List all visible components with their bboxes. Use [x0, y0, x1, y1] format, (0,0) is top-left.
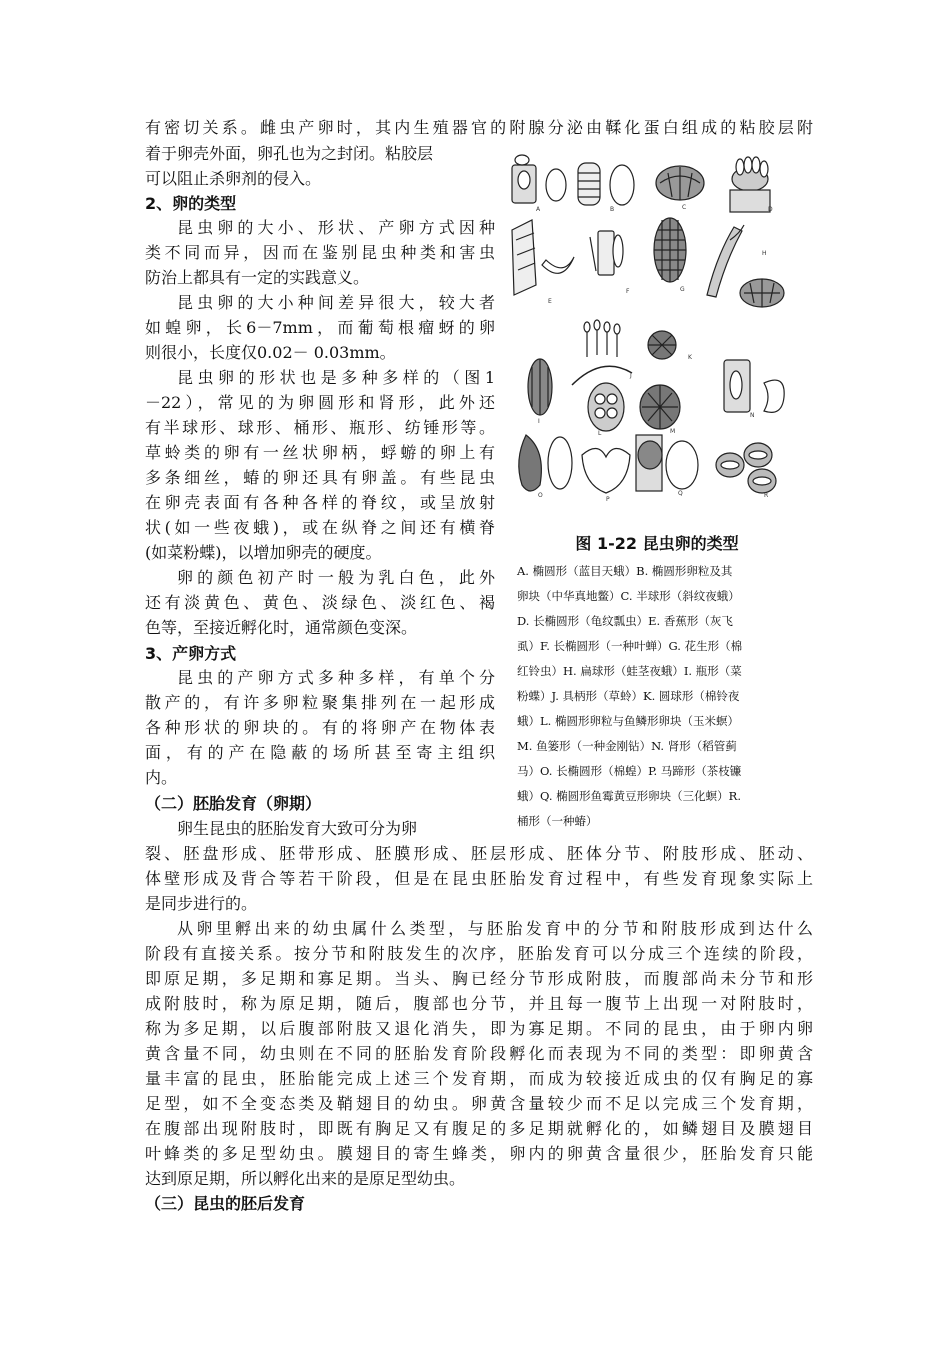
figure-panel-letter: N	[750, 412, 755, 419]
figure-panel-letter: F	[626, 288, 630, 295]
egg-m-icon	[640, 385, 680, 429]
egg-h-icon	[707, 225, 784, 307]
egg-f-icon	[590, 231, 623, 275]
text-line: 可以阻止杀卵剂的侵入。	[145, 169, 322, 188]
text-line: 色等，至接近孵化时，通常颜色变深。	[145, 618, 418, 637]
figure-caption-line: 蛾）L. 椭圆形卵粒与鱼鳞形卵块（玉米螟）	[517, 714, 739, 728]
egg-n-icon	[724, 360, 784, 412]
text-line: 足型，如不全变态类及鞘翅目的幼虫。卵黄含量较少而不足以完成三个发育期，	[145, 1094, 813, 1113]
insect-egg-types-figure	[502, 145, 804, 505]
egg-d-icon	[730, 157, 770, 212]
text-line: 叶蜂类的多足型幼虫。膜翅目的寄生蜂类，卵内的卵黄含量很少，胚胎发育只能	[145, 1144, 813, 1163]
text-line: 达到原足期，所以孵化出来的是原足型幼虫。	[145, 1169, 466, 1188]
text-line: 卵的颜色初产时一般为乳白色，此外	[177, 568, 495, 587]
figure-panel-letter: M	[670, 428, 676, 435]
text-line: 各种形状的卵块的。有的将卵产在物体表	[145, 718, 495, 737]
egg-c-icon	[656, 166, 704, 200]
figure-title: 图 1-22 昆虫卵的类型	[575, 534, 739, 553]
egg-k-icon	[648, 331, 676, 359]
text-line: 阶段有直接关系。按分节和附肢发生的次序，胚胎发育可以分成三个连续的阶段，	[145, 944, 813, 963]
egg-r-icon	[716, 443, 776, 493]
text-line: 散产的，有许多卵粒聚集排列在一起形成	[145, 693, 495, 712]
figure-panel-letter: R	[764, 492, 769, 499]
section-heading-egg-types: 2、卵的类型	[145, 194, 237, 213]
figure-panel-letter: E	[548, 298, 552, 305]
egg-l-icon	[588, 383, 624, 431]
figure-panel-letter: L	[598, 430, 602, 437]
figure-caption-line: 红铃虫）H. 扁球形（蛙茎夜蛾）I. 瓶形（菜	[517, 664, 742, 678]
text-line: 卵生昆虫的胚胎发育大致可分为卵	[177, 819, 418, 838]
text-line: 从卵里孵出来的幼虫属什么类型，与胚胎发育中的分节和附肢形成到达什么	[177, 919, 813, 938]
egg-j-icon	[572, 320, 632, 385]
text-line: 昆虫卵的形状也是多种多样的（图1	[177, 368, 495, 387]
figure-panel-letter: C	[682, 204, 687, 211]
egg-e-icon	[512, 220, 574, 295]
figure-caption-line: M. 鱼篓形（一种金刚钻）N. 肾形（稻管蓟	[517, 739, 737, 753]
text-line: (如菜粉蝶)，以增加卵壳的硬度。	[145, 543, 382, 562]
figure-panel-letter: Q	[678, 490, 683, 497]
figure-caption-line: 虱）F. 长椭圆形（一种叶蝉）G. 花生形（棉	[517, 639, 743, 653]
figure-panel-letter: A	[536, 206, 541, 213]
text-line: 称为多足期，以后腹部附肢又退化消失，即为寡足期。不同的昆虫，由于卵内卵	[145, 1019, 813, 1038]
figure-panel-letter: G	[680, 286, 685, 293]
text-line: 多条细丝，蝽的卵还具有卵盖。有些昆虫	[145, 468, 495, 487]
text-line: 即原足期，多足期和寡足期。当头、胸已经分节形成附肢，而腹部尚未分节和形	[145, 969, 813, 988]
text-line: －22），常见的为卵圆形和肾形，此外还	[145, 393, 495, 412]
text-line: 有半球形、球形、桶形、瓶形、纺锤形等。	[145, 418, 495, 437]
figure-panel-letter: B	[610, 206, 615, 213]
figure-panel-letter: H	[762, 250, 767, 257]
text-line: 成附肢时，称为原足期，随后，腹部也分节，并且每一腹节上出现一对附肢时，	[145, 994, 813, 1013]
figure-caption-line: 桶形（一种蝽）	[517, 814, 598, 828]
figure-caption-line: 蛾）Q. 椭圆形鱼霉黄豆形卵块（三化螟）R.	[517, 789, 741, 803]
figure-caption-line: D. 长椭圆形（龟纹瓢虫）E. 香蕉形（灰飞	[517, 614, 733, 628]
figure-panel-letter: J	[630, 372, 632, 379]
text-line: 昆虫卵的大小、形状、产卵方式因种	[177, 218, 495, 237]
text-line: 在卵壳表面有各种各样的脊纹，或呈放射	[145, 493, 495, 512]
text-line: 内。	[145, 768, 178, 787]
figure-caption-line: 马）O. 长椭圆形（棉蝗）P. 马蹄形（茶枝镰	[517, 764, 742, 778]
egg-o-single-icon	[548, 437, 572, 489]
text-line: 面，有的产在隐蔽的场所甚至寄主组织	[145, 743, 495, 762]
egg-p-icon	[582, 448, 630, 493]
text-line: 则很小，长度仅0.02－ 0.03mm。	[145, 343, 396, 362]
text-line: 状(如一些夜蛾)，或在纵脊之间还有横脊	[145, 518, 495, 537]
text-line: 体壁形成及背合等若干阶段，但是在昆虫胚胎发育过程中，有些发育现象实际上	[145, 869, 813, 888]
figure-caption-line: 粉蝶）J. 具柄形（草蛉）K. 圆球形（棉铃夜	[517, 689, 740, 703]
figure-caption-line: A. 椭圆形（蓝目天蛾）B. 椭圆形卵粒及其	[517, 564, 733, 578]
text-line: 有密切关系。雌虫产卵时，其内生殖器官的附腺分泌由鞣化蛋白组成的粘胶层附	[145, 118, 813, 137]
text-line: 昆虫卵的大小种间差异很大，较大者	[177, 293, 495, 312]
text-line: 着于卵壳外面，卵孔也为之封闭。粘胶层	[145, 144, 434, 163]
section-heading-egg-laying: 3、产卵方式	[145, 644, 237, 663]
text-line: 是同步进行的。	[145, 894, 258, 913]
section-heading-postembryonic: （三）昆虫的胚后发育	[145, 1194, 306, 1213]
figure-caption-line: 卵块（中华真地鳖）C. 半球形（斜纹夜蛾）	[517, 589, 740, 603]
text-line: 还有淡黄色、黄色、淡绿色、淡红色、褐	[145, 593, 495, 612]
text-line: 在腹部出现附肢时，即既有胸足又有腹足的多足期就孵化的，如鳞翅目及膜翅目	[145, 1119, 813, 1138]
egg-g-icon	[654, 218, 686, 282]
egg-b-single-icon	[546, 169, 566, 201]
figure-panel-letter: P	[606, 496, 610, 503]
figure-panel-letter: I	[538, 418, 540, 425]
figure-panel-letter: K	[688, 354, 692, 361]
text-line: 裂、胚盘形成、胚带形成、胚膜形成、胚层形成、胚体分节、附肢形成、胚动、	[145, 844, 813, 863]
egg-a-icon	[512, 155, 536, 203]
text-line: 量丰富的昆虫，胚胎能完成上述三个发育期，而成为较接近成虫的仅有胸足的寡	[145, 1069, 813, 1088]
egg-q-icon	[636, 435, 698, 491]
section-heading-embryo: （二）胚胎发育（卵期）	[145, 794, 322, 813]
text-line: 防治上都具有一定的实践意义。	[145, 268, 370, 287]
figure-panel-letter: O	[538, 492, 543, 499]
text-line: 如蝗卵，长6－7mm，而葡萄根瘤蚜的卵	[145, 318, 495, 337]
egg-b-mass-icon	[578, 163, 600, 205]
text-line: 昆虫的产卵方式多种多样，有单个分	[177, 668, 495, 687]
egg-i-icon	[528, 359, 552, 415]
text-line: 类不同而异，因而在鉴别昆虫种类和害虫	[145, 243, 495, 262]
figure-panel-letter: D	[768, 206, 773, 213]
egg-o-icon	[519, 435, 542, 491]
text-line: 草蛉类的卵有一丝状卵柄，蜉蝣的卵上有	[145, 443, 495, 462]
text-line: 黄含量不同，幼虫则在不同的胚胎发育阶段孵化而表现为不同的类型：即卵黄含	[145, 1044, 813, 1063]
